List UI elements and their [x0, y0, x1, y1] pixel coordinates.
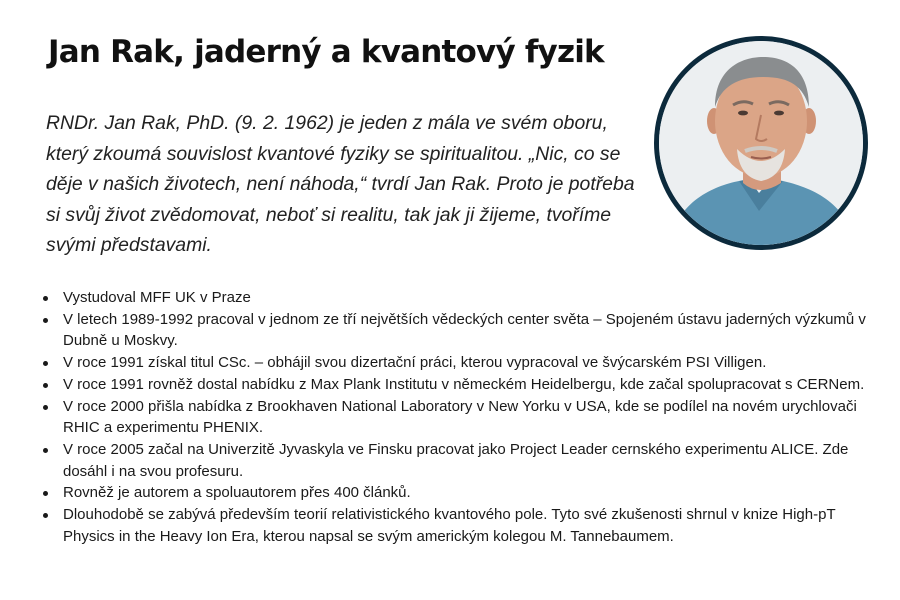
list-item-text: V roce 2000 přišla nabídka z Brookhaven National Laboratory v New Yorku v USA, kde se podílel na novém urychlovači RHIC a experimentu PHENIX.	[63, 397, 857, 437]
bullet-icon	[43, 405, 48, 410]
list-item	[38, 504, 868, 547]
list-item	[38, 352, 868, 374]
biography-list	[38, 287, 868, 547]
list-item	[38, 287, 868, 309]
intro-paragraph: RNDr. Jan Rak, PhD. (9. 2. 1962) je jeden z mála ve svém oboru, který zkoumá souvislost kvantové fyziky se spiritualitou. „Nic, co se děje v našich životech, není náhoda,“ tvrdí Jan Rak. Proto je potřeba si svůj život zvědomovat, neboť si realitu, tak jak ji žijeme, tvoříme svými představami.	[46, 112, 635, 256]
list-item	[38, 439, 868, 482]
bullet-icon	[43, 491, 48, 496]
list-item-text: V roce 1991 získal titul CSc. – obhájil svou dizertační práci, kterou vypracoval ve švýcarském PSI Villigen.	[63, 354, 767, 372]
list-item-text: V roce 2005 začal na Univerzitě Jyvaskyla ve Finsku pracovat jako Project Leader cernského experimentu ALICE. Zde dosáhl i na svou profesuru.	[63, 440, 849, 480]
list-item	[38, 482, 868, 504]
page-title: Jan Rak, jaderný a kvantový fyzik	[48, 34, 604, 70]
bullet-icon	[43, 513, 48, 518]
list-item-text: Vystudoval MFF UK v Praze	[63, 289, 251, 306]
list-item-text: Dlouhodobě se zabývá především teorií relativistického kvantového pole. Tyto své zkušenosti shrnul v knize High-pT Physics in the Heavy Ion Era, kterou napsal se svým americkým kolegou M. Tannebaumem.	[63, 506, 836, 545]
list-item-text: Rovněž je autorem a spoluautorem přes 400 článků.	[63, 484, 411, 502]
list-item-text: V roce 1991 rovněž dostal nabídku z Max Plank Institutu v německém Heidelbergu, kde začal spolupracovat s CERNem.	[63, 375, 865, 393]
bullet-icon	[43, 361, 48, 366]
list-item-text: V letech 1989-1992 pracoval v jednom ze tří největších vědeckých center světa – Spojeném ústavu jaderných výzkumů v Dubně u Moskvy.	[63, 310, 866, 350]
list-item	[38, 374, 868, 396]
bullet-icon	[43, 296, 48, 301]
list-item	[38, 396, 868, 439]
bullet-icon	[43, 448, 48, 453]
bullet-icon	[43, 383, 48, 388]
bullet-icon	[43, 318, 48, 323]
list-item	[38, 309, 868, 352]
portrait-photo	[654, 36, 868, 250]
